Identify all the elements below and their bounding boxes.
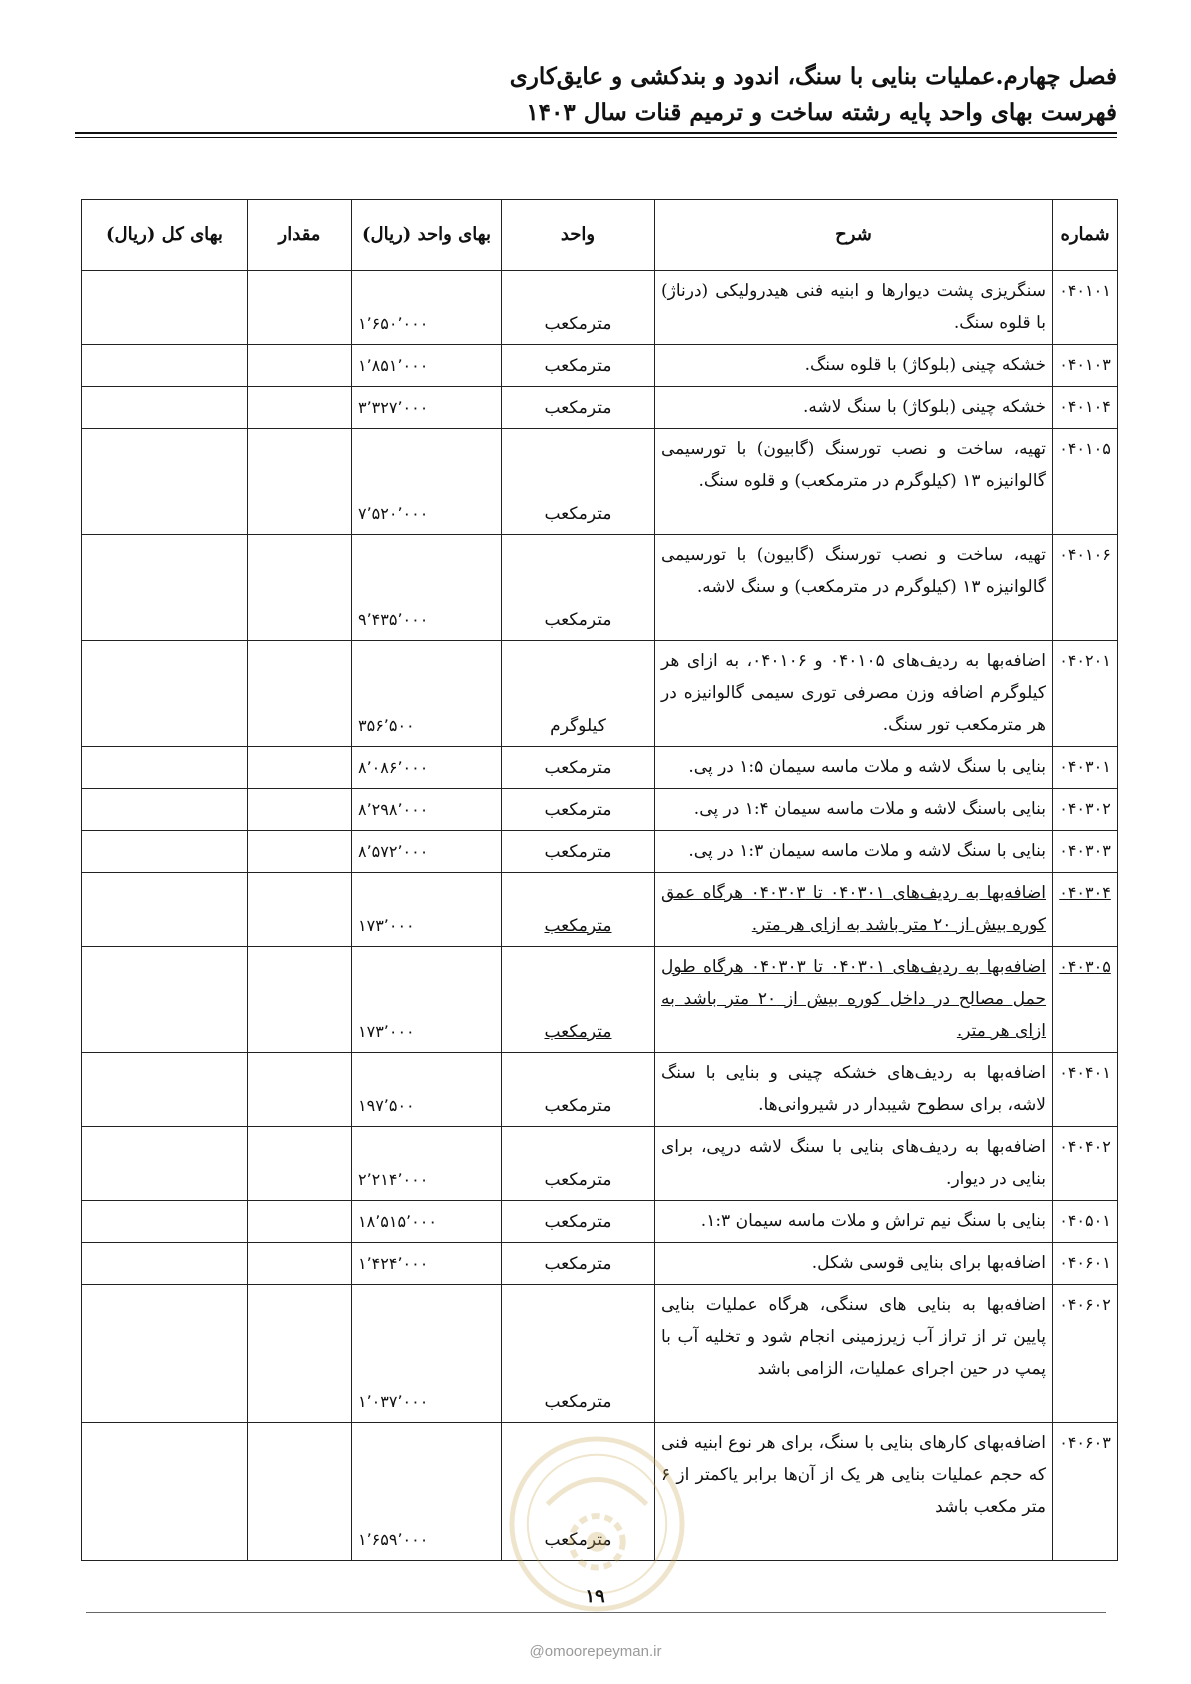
row-quantity [248, 345, 352, 387]
row-unit: مترمکعب [502, 535, 655, 641]
row-unit: مترمکعب [502, 831, 655, 873]
row-unit: مترمکعب [502, 1243, 655, 1285]
row-unit-price: ۳۵۶٬۵۰۰ [352, 641, 502, 747]
row-total-price [82, 387, 248, 429]
row-unit: مترمکعب [502, 1285, 655, 1423]
row-description: سنگریزی پشت دیوارها و ابنیه فنی هیدرولیکی (درناژ) با قلوه سنگ. [655, 271, 1053, 345]
row-quantity [248, 747, 352, 789]
row-description: اضافه‌بها به ردیف‌های ۰۴۰۳۰۱ تا ۰۴۰۳۰۳ هرگاه عمق کوره بیش از ۲۰ متر باشد به ازای هر متر. [655, 873, 1053, 947]
row-unit-price: ۱۷۳٬۰۰۰ [352, 947, 502, 1053]
table-row [82, 1243, 1118, 1285]
table-row [82, 1201, 1118, 1243]
row-total-price [82, 345, 248, 387]
row-total-price [82, 1201, 248, 1243]
row-description: خشکه چینی (بلوکاژ) با سنگ لاشه. [655, 387, 1053, 429]
table-row [82, 345, 1118, 387]
row-number: ۰۴۰۳۰۴ [1053, 873, 1118, 947]
row-description: بنایی با سنگ نیم تراش و ملات ماسه سیمان ۱:۳. [655, 1201, 1053, 1243]
row-total-price [82, 1127, 248, 1201]
row-description: بنایی با سنگ لاشه و ملات ماسه سیمان ۱:۵ در پی. [655, 747, 1053, 789]
row-number: ۰۴۰۶۰۲ [1053, 1285, 1118, 1423]
table-row [82, 947, 1118, 1053]
table-row [82, 1285, 1118, 1423]
row-unit: مترمکعب [502, 1053, 655, 1127]
row-number: ۰۴۰۵۰۱ [1053, 1201, 1118, 1243]
price-table [81, 199, 1118, 1561]
row-quantity [248, 873, 352, 947]
row-quantity [248, 535, 352, 641]
row-unit-price: ۱٬۶۵۰٬۰۰۰ [352, 271, 502, 345]
row-description: بنایی با سنگ لاشه و ملات ماسه سیمان ۱:۳ در پی. [655, 831, 1053, 873]
row-unit: مترمکعب [502, 387, 655, 429]
row-unit: کیلوگرم [502, 641, 655, 747]
footer-rule [86, 1612, 1106, 1613]
row-unit: مترمکعب [502, 271, 655, 345]
row-unit-price: ۱۸٬۵۱۵٬۰۰۰ [352, 1201, 502, 1243]
row-total-price [82, 641, 248, 747]
table-header-row [82, 200, 1118, 271]
row-total-price [82, 271, 248, 345]
table-row [82, 387, 1118, 429]
row-total-price [82, 1423, 248, 1561]
row-unit-price: ۹٬۴۳۵٬۰۰۰ [352, 535, 502, 641]
header-unit: واحد [502, 200, 655, 271]
row-total-price [82, 1285, 248, 1423]
row-number: ۰۴۰۳۰۲ [1053, 789, 1118, 831]
row-description: اضافه‌بها به ردیف‌های خشکه چینی و بنایی با سنگ لاشه، برای سطوح شیبدار در شیروانی‌ها. [655, 1053, 1053, 1127]
row-unit: مترمکعب [502, 345, 655, 387]
row-quantity [248, 1127, 352, 1201]
row-quantity [248, 1423, 352, 1561]
row-number: ۰۴۰۱۰۶ [1053, 535, 1118, 641]
row-unit-price: ۱٬۰۳۷٬۰۰۰ [352, 1285, 502, 1423]
row-total-price [82, 429, 248, 535]
page-number: ۱۹ [585, 1586, 605, 1607]
row-unit-price: ۳٬۳۲۷٬۰۰۰ [352, 387, 502, 429]
row-quantity [248, 271, 352, 345]
row-description: خشکه چینی (بلوکاژ) با قلوه سنگ. [655, 345, 1053, 387]
row-unit-price: ۱۷۳٬۰۰۰ [352, 873, 502, 947]
row-unit: مترمکعب [502, 747, 655, 789]
row-unit-price: ۸٬۵۷۲٬۰۰۰ [352, 831, 502, 873]
row-number: ۰۴۰۱۰۳ [1053, 345, 1118, 387]
row-quantity [248, 947, 352, 1053]
row-unit: مترمکعب [502, 789, 655, 831]
row-description: اضافه‌بهای کارهای بنایی با سنگ، برای هر نوع ابنیه فنی که حجم عملیات بنایی هر یک از آن‌ها برابر یاکمتر از ۶ متر مکعب باشد [655, 1423, 1053, 1561]
row-quantity [248, 1285, 352, 1423]
row-number: ۰۴۰۲۰۱ [1053, 641, 1118, 747]
row-description: اضافه‌بها برای بنایی قوسی شکل. [655, 1243, 1053, 1285]
page-header [75, 58, 1117, 130]
row-total-price [82, 747, 248, 789]
header-number: شماره [1053, 200, 1118, 271]
table-row [82, 873, 1118, 947]
row-number: ۰۴۰۶۰۳ [1053, 1423, 1118, 1561]
row-unit-price: ۲٬۲۱۴٬۰۰۰ [352, 1127, 502, 1201]
row-unit: مترمکعب [502, 873, 655, 947]
row-total-price [82, 789, 248, 831]
row-description: بنایی باسنگ لاشه و ملات ماسه سیمان ۱:۴ در پی. [655, 789, 1053, 831]
row-unit-price: ۱٬۴۲۴٬۰۰۰ [352, 1243, 502, 1285]
row-number: ۰۴۰۴۰۲ [1053, 1127, 1118, 1201]
table-row [82, 789, 1118, 831]
row-description: تهیه، ساخت و نصب تورسنگ (گابیون) با تورسیمی گالوانیزه ۱۳ (کیلوگرم در مترمکعب) و قلوه سنگ. [655, 429, 1053, 535]
row-unit: مترمکعب [502, 429, 655, 535]
header-rule-thick [75, 132, 1117, 134]
row-number: ۰۴۰۱۰۴ [1053, 387, 1118, 429]
table-row [82, 271, 1118, 345]
row-quantity [248, 831, 352, 873]
row-unit-price: ۸٬۲۹۸٬۰۰۰ [352, 789, 502, 831]
row-number: ۰۴۰۳۰۱ [1053, 747, 1118, 789]
row-description: اضافه‌بها به ردیف‌های ۰۴۰۳۰۱ تا ۰۴۰۳۰۳ هرگاه طول حمل مصالح در داخل کوره بیش از ۲۰ متر باشد به ازای هر متر. [655, 947, 1053, 1053]
table-row [82, 641, 1118, 747]
table-row [82, 535, 1118, 641]
row-description: اضافه‌بها به ردیف‌های ۰۴۰۱۰۵ و ۰۴۰۱۰۶، به ازای هر کیلوگرم اضافه وزن مصرفی توری سیمی گالوانیزه در هر مترمکعب تور سنگ. [655, 641, 1053, 747]
row-total-price [82, 535, 248, 641]
header-rule-thin [75, 137, 1117, 138]
list-title: فهرست بهای واحد پایه رشته ساخت و ترمیم قنات سال ۱۴۰۳ [526, 99, 1117, 126]
header-quantity: مقدار [248, 200, 352, 271]
row-total-price [82, 831, 248, 873]
row-description: اضافه‌بها به ردیف‌های بنایی با سنگ لاشه درپی، برای بنایی در دیوار. [655, 1127, 1053, 1201]
row-description: تهیه، ساخت و نصب تورسنگ (گابیون) با تورسیمی گالوانیزه ۱۳ (کیلوگرم در مترمکعب) و سنگ لاشه. [655, 535, 1053, 641]
row-unit-price: ۷٬۵۲۰٬۰۰۰ [352, 429, 502, 535]
row-total-price [82, 873, 248, 947]
table-row [82, 429, 1118, 535]
row-total-price [82, 1053, 248, 1127]
row-unit: مترمکعب [502, 1127, 655, 1201]
row-number: ۰۴۰۱۰۱ [1053, 271, 1118, 345]
header-total-price: بهای کل (ریال) [82, 200, 248, 271]
website-watermark: @omoorepeyman.ir [529, 1643, 662, 1660]
row-description: اضافه‌بها به بنایی های سنگی، هرگاه عملیات بنایی پایین تر از تراز آب زیرزمینی انجام شود و تخلیه آب با پمپ در حین اجرای عملیات، الزامی باشد [655, 1285, 1053, 1423]
row-number: ۰۴۰۴۰۱ [1053, 1053, 1118, 1127]
row-number: ۰۴۰۳۰۳ [1053, 831, 1118, 873]
table-body [82, 271, 1118, 1561]
row-number: ۰۴۰۶۰۱ [1053, 1243, 1118, 1285]
row-unit: مترمکعب [502, 1201, 655, 1243]
row-quantity [248, 1201, 352, 1243]
table-row [82, 1053, 1118, 1127]
row-unit: مترمکعب [502, 1423, 655, 1561]
row-unit-price: ۸٬۰۸۶٬۰۰۰ [352, 747, 502, 789]
row-quantity [248, 641, 352, 747]
row-number: ۰۴۰۱۰۵ [1053, 429, 1118, 535]
row-unit-price: ۱٬۶۵۹٬۰۰۰ [352, 1423, 502, 1561]
row-quantity [248, 1243, 352, 1285]
table-row [82, 747, 1118, 789]
header-unit-price: بهای واحد (ریال) [352, 200, 502, 271]
row-unit: مترمکعب [502, 947, 655, 1053]
row-quantity [248, 387, 352, 429]
row-quantity [248, 789, 352, 831]
table-row [82, 1127, 1118, 1201]
row-quantity [248, 1053, 352, 1127]
table-row [82, 1423, 1118, 1561]
row-unit-price: ۱۹۷٬۵۰۰ [352, 1053, 502, 1127]
table-row [82, 831, 1118, 873]
row-number: ۰۴۰۳۰۵ [1053, 947, 1118, 1053]
row-total-price [82, 1243, 248, 1285]
chapter-title: فصل چهارم.عملیات بنایی با سنگ، اندود و بندکشی و عایق‌کاری [509, 63, 1117, 90]
row-quantity [248, 429, 352, 535]
row-total-price [82, 947, 248, 1053]
row-unit-price: ۱٬۸۵۱٬۰۰۰ [352, 345, 502, 387]
header-description: شرح [655, 200, 1053, 271]
